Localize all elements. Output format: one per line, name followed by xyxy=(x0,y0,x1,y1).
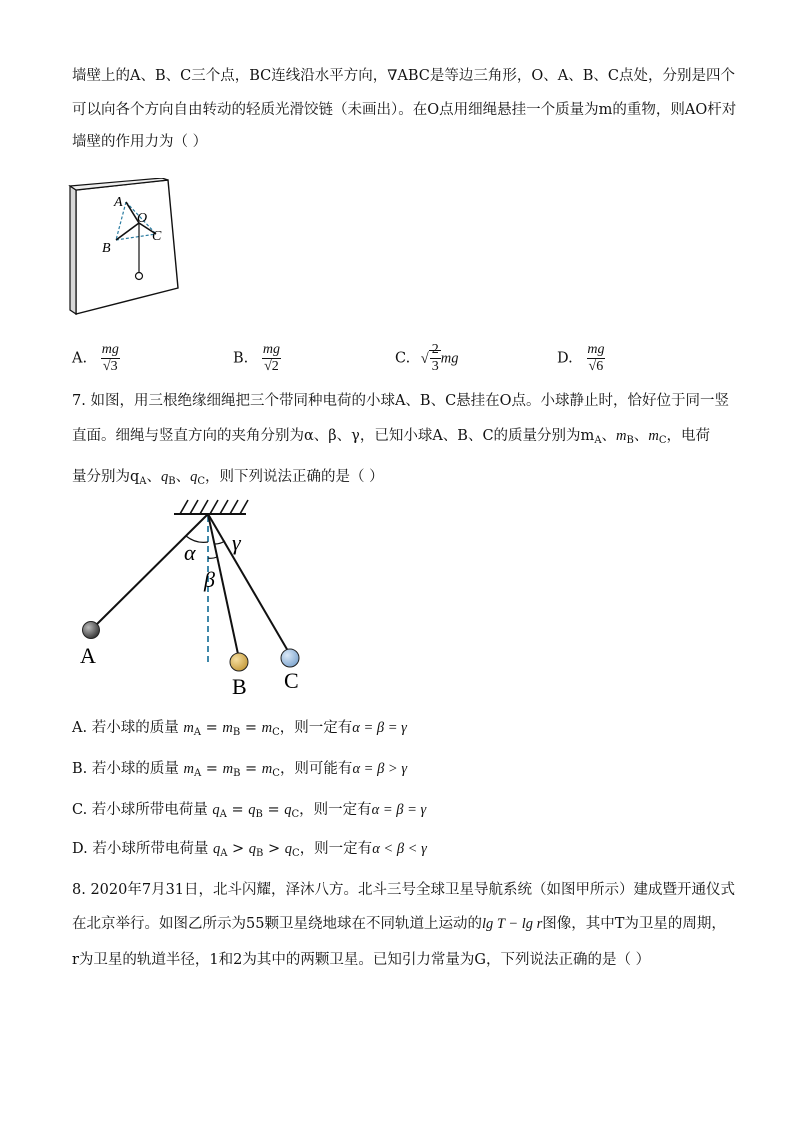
q7-option-b[interactable]: B. 若小球的质量 $m_A = m_B = m_C$，则可能有α = β > γ xyxy=(72,761,408,779)
q6-line-2: 可以向各个方向自由转动的轻质光滑饺链（未画出）。在O点用细绳悬挂一个质量为m的重物，则AO杆对 xyxy=(72,102,737,118)
q7-label-b: B xyxy=(232,674,247,699)
q6-option-b[interactable]: B. $\frac{mg}{√2}$ xyxy=(233,342,280,374)
q6-line-3: 墙壁的作用力为（ ） xyxy=(72,134,208,150)
q6-label-o: O xyxy=(137,211,148,226)
q6-label-b: B xyxy=(102,241,111,256)
q7-line-3: 量分别为$q_A$、$q_B$、$q_C$，则下列说法正确的是（ ） xyxy=(72,469,384,487)
q6-label-a: A xyxy=(114,195,123,210)
q7-line-2: 直面。细绳与竖直方向的夹角分别为α、β、γ，已知小球A、B、C的质量分别为$m_A$、$m_B$、$m_C$，电荷 xyxy=(72,428,711,446)
q7-pendulum-figure xyxy=(74,496,324,702)
q7-option-c[interactable]: C. 若小球所带电荷量 $q_A = q_B = q_C$，则一定有α = β = γ xyxy=(72,802,427,820)
q8-line-3: r为卫星的轨道半径，1和2为其中的两颗卫星。已知引力常量为G，下列说法正确的是（ ） xyxy=(72,952,651,968)
q7-label-gamma: γ xyxy=(232,530,241,555)
q7-option-d[interactable]: D. 若小球所带电荷量 $q_A > q_B > q_C$，则一定有α < β < γ xyxy=(72,841,427,859)
q6-option-a[interactable]: A. $\frac{mg}{√3}$ xyxy=(72,342,119,374)
q7-label-a: A xyxy=(80,643,96,668)
q7-option-a[interactable]: A. 若小球的质量 $m_A = m_B = m_C$，则一定有α = β = γ xyxy=(72,720,407,738)
q7-label-c: C xyxy=(284,668,299,693)
q6-option-c[interactable]: C. √ $\frac{2}{3}$ mg xyxy=(395,342,459,374)
q6-wall-figure xyxy=(68,178,186,320)
q8-line-1: 8. 2020年7月31日，北斗闪耀，泽沐八方。北斗三号全球卫星导航系统（如图甲所示）建成暨开通仪式 xyxy=(72,882,736,898)
q6-label-c: C xyxy=(152,229,162,244)
q6-option-d[interactable]: D. $\frac{mg}{√6}$ xyxy=(557,342,605,374)
q7-label-alpha: α xyxy=(184,540,196,565)
q7-line-1: 7. 如图，用三根绝缘细绳把三个带同种电荷的小球A、B、C悬挂在O点。小球静止时，恰好位于同一竖 xyxy=(72,393,730,409)
q7-label-beta: β xyxy=(204,567,215,592)
q8-line-2: 在北京举行。如图乙所示为55颗卫星绕地球在不同轨道上运动的lg T − lg r图像，其中T为卫星的周期， xyxy=(72,916,726,932)
q6-line-1: 墙壁上的A、B、C三个点，BC连线沿水平方向，∇ABC是等边三角形，O、A、B、C点处，分别是四个 xyxy=(72,68,735,84)
